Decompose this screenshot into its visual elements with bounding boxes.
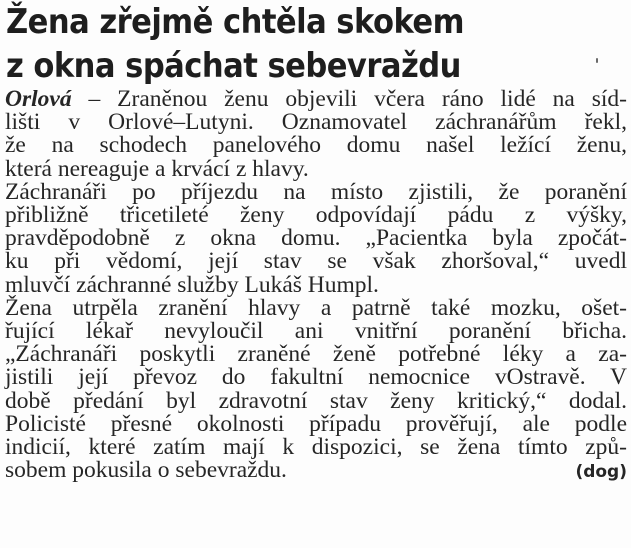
body-last-line bbox=[5, 459, 627, 484]
body-line: mluvčí záchranné služby Lukáš Humpl. bbox=[5, 271, 379, 298]
headline bbox=[6, 0, 464, 88]
body-line: Žena utrpěla zranění hlavy a patrně také mozku, ošet- bbox=[5, 294, 627, 321]
body-line: lišti v Orlové–Lutyni. Oznamovatel záchranářům řekl, bbox=[5, 109, 627, 136]
body-line: Policisté přesné okolnosti případu prověřují, ale podle bbox=[5, 410, 627, 437]
body-line: pravděpodobně z okna domu. „Pacientka byla zpočát- bbox=[5, 225, 627, 252]
body-line-text: Zraněnou ženu objevili včera ráno lidé na síd- bbox=[117, 86, 628, 112]
body-line: jistili její převoz do fakultní nemocnice vOstravě. V bbox=[5, 364, 627, 391]
article-body bbox=[5, 88, 627, 484]
body-line: která nereaguje a krvácí z hlavy. bbox=[5, 155, 309, 182]
body-line: že na schodech panelového domu našel ležící ženu, bbox=[5, 132, 627, 159]
headline-line-2: z okna spáchat sebevraždu bbox=[6, 46, 461, 86]
author-byline: (dog) bbox=[575, 462, 627, 483]
dateline-dash: – bbox=[71, 86, 118, 112]
body-line: řující lékař nevyloučil ani vnitřní poranění břicha. bbox=[5, 318, 627, 345]
body-line: sobem pokusila o sebevraždu. bbox=[5, 457, 287, 484]
body-line: době předání byl zdravotní stav ženy kritický,“ dodal. bbox=[5, 387, 627, 414]
body-line: „Záchranáři poskytli zraněné ženě potřebné léky a za- bbox=[5, 341, 627, 368]
dateline: Orlová bbox=[5, 86, 72, 112]
body-line: ku při vědomí, její stav se však zhoršoval,“ uvedl bbox=[5, 248, 627, 275]
print-speck bbox=[596, 58, 598, 63]
body-line: Záchranáři po příjezdu na místo zjistili, že poranění bbox=[5, 178, 627, 205]
body-line: přibližně třicetileté ženy odpovídají pádu z výšky, bbox=[5, 202, 627, 229]
headline-line-1: Žena zřejmě chtěla skokem bbox=[6, 2, 465, 42]
body-line: indicií, které zatím mají k dispozici, se žena tímto způ- bbox=[5, 434, 627, 461]
body-line bbox=[5, 88, 627, 111]
